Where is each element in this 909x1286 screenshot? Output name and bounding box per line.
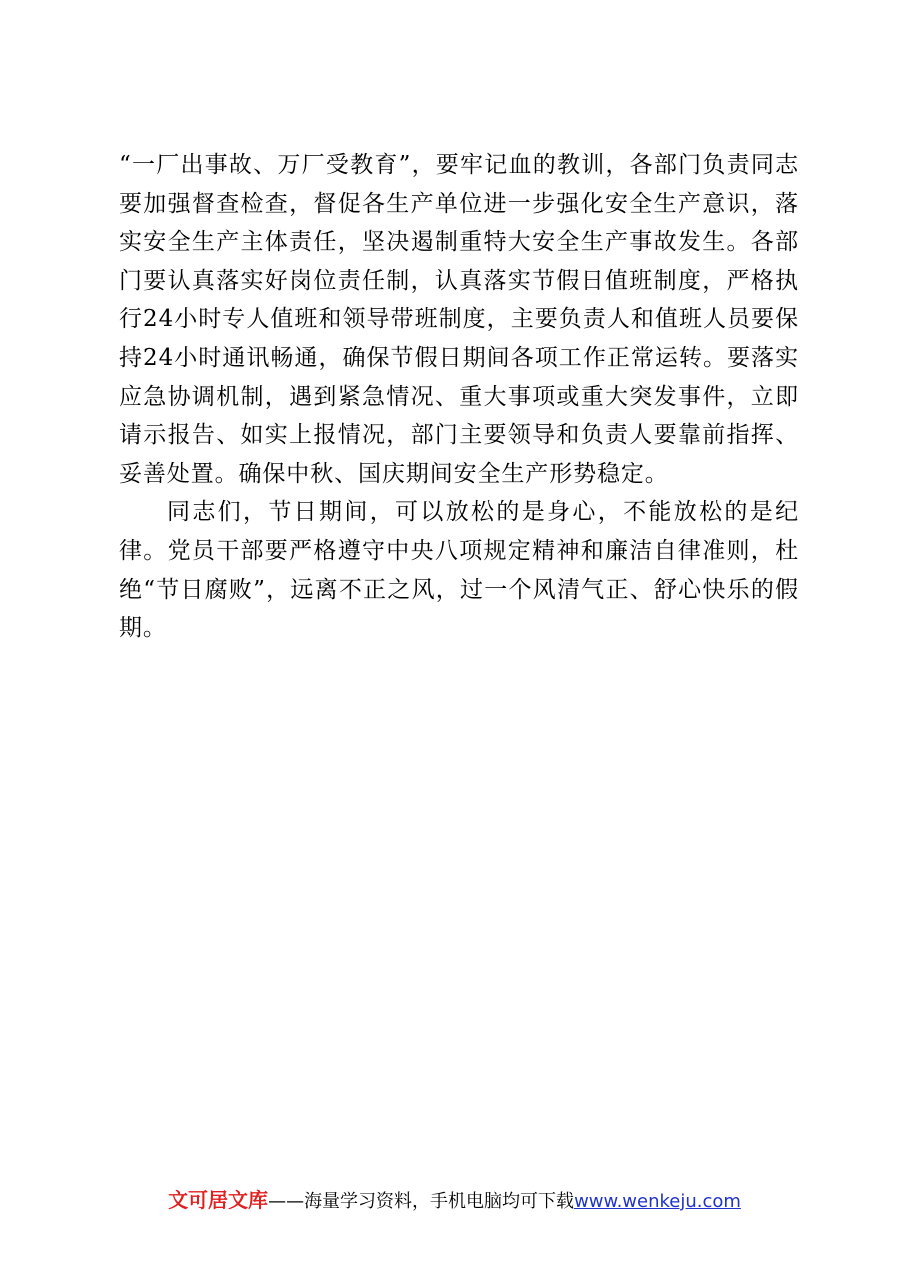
document-body — [119, 146, 799, 648]
footer-brand: 文可居文库 — [168, 1188, 269, 1212]
footer-tagline: ——海量学习资料，手机电脑均可下载 — [268, 1191, 575, 1212]
footer-website-link[interactable]: www.wenkeju.com — [574, 1191, 741, 1212]
paragraph-safety-duty: “一厂出事故、万厂受教育”，要牢记血的教训，各部门负责同志要加强督查检查，督促各生产单位进一步强化安全生产意识，落实安全生产主体责任，坚决遏制重特大安全生产事故发生。各部门要认真落实好岗位责任制，认真落实节假日值班制度，严格执行24小时专人值班和领导带班制度，主要负责人和值班人员要保持24小时通讯畅通，确保节假日期间各项工作正常运转。要落实应急协调机制，遇到紧急情况、重大事项或重大突发事件，立即请示报告、如实上报情况，部门主要领导和负责人要靠前指挥、妥善处置。确保中秋、国庆期间安全生产形势稳定。 — [119, 152, 799, 487]
page-footer — [0, 1184, 909, 1213]
paragraph-holiday-discipline: 同志们，节日期间，可以放松的是身心，不能放松的是纪律。党员干部要严格遵守中央八项规定精神和廉洁自律准则，杜绝“节日腐败”，远离不正之风，过一个风清气正、舒心快乐的假期。 — [119, 499, 799, 642]
